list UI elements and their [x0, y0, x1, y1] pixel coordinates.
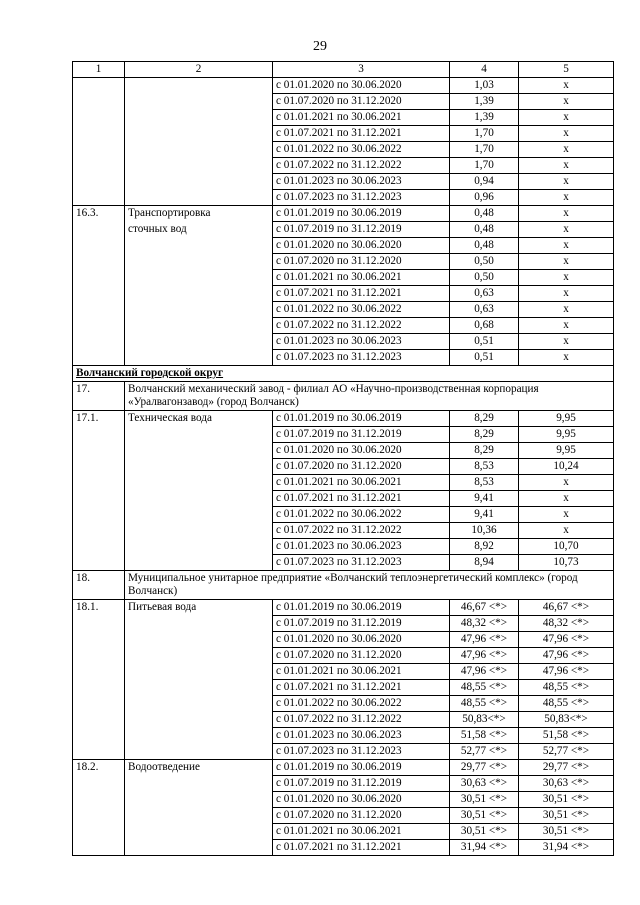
table-row — [73, 427, 614, 443]
tariff-col5-cell: 30,51 <*> — [519, 792, 614, 808]
service-name-cell — [125, 616, 273, 632]
item-number-cell: 18. — [73, 571, 125, 600]
period-cell: с 01.07.2020 по 31.12.2020 — [273, 648, 450, 664]
table-row — [73, 600, 614, 616]
period-cell: с 01.07.2019 по 31.12.2019 — [273, 776, 450, 792]
item-number-cell — [73, 664, 125, 680]
tariff-col5-cell: 10,70 — [519, 539, 614, 555]
service-name-cell — [125, 776, 273, 792]
period-cell: с 01.01.2020 по 30.06.2020 — [273, 632, 450, 648]
service-name-cell — [125, 443, 273, 459]
tariff-col5-cell: х — [519, 158, 614, 174]
tariff-col5-cell: х — [519, 206, 614, 222]
period-cell: с 01.07.2019 по 31.12.2019 — [273, 427, 450, 443]
service-name-cell — [125, 840, 273, 856]
period-cell: с 01.07.2023 по 31.12.2023 — [273, 555, 450, 571]
table-row — [73, 142, 614, 158]
period-cell: с 01.07.2022 по 31.12.2022 — [273, 523, 450, 539]
service-name-cell — [125, 94, 273, 110]
tariff-col5-cell: х — [519, 94, 614, 110]
period-cell: с 01.01.2022 по 30.06.2022 — [273, 696, 450, 712]
service-name-cell — [125, 507, 273, 523]
header-row — [73, 62, 614, 78]
tariff-col4-cell: 30,63 <*> — [450, 776, 519, 792]
tariff-col4-cell: 0,94 — [450, 174, 519, 190]
tariff-col4-cell: 1,03 — [450, 78, 519, 94]
table-row — [73, 776, 614, 792]
tariff-col4-cell: 1,39 — [450, 94, 519, 110]
period-cell: с 01.01.2021 по 30.06.2021 — [273, 110, 450, 126]
table-row — [73, 696, 614, 712]
period-cell: с 01.01.2020 по 30.06.2020 — [273, 443, 450, 459]
tariff-col5-cell: 48,32 <*> — [519, 616, 614, 632]
tariff-col5-cell: х — [519, 254, 614, 270]
service-name-cell — [125, 523, 273, 539]
period-cell: с 01.07.2023 по 31.12.2023 — [273, 744, 450, 760]
table-row — [73, 238, 614, 254]
service-name-cell — [125, 158, 273, 174]
item-number-cell — [73, 491, 125, 507]
table-row — [73, 475, 614, 491]
item-number-cell — [73, 142, 125, 158]
table-row — [73, 350, 614, 366]
period-cell: с 01.07.2022 по 31.12.2022 — [273, 318, 450, 334]
item-number-cell — [73, 427, 125, 443]
table-row — [73, 840, 614, 856]
item-number-cell — [73, 632, 125, 648]
period-cell: с 01.01.2023 по 30.06.2023 — [273, 728, 450, 744]
tariff-col5-cell: 9,95 — [519, 427, 614, 443]
period-cell: с 01.01.2020 по 30.06.2020 — [273, 238, 450, 254]
header-cell-3: 3 — [273, 62, 450, 78]
tariff-col4-cell: 30,51 <*> — [450, 808, 519, 824]
service-name-cell — [125, 318, 273, 334]
item-number-cell — [73, 270, 125, 286]
period-cell: с 01.07.2023 по 31.12.2023 — [273, 190, 450, 206]
period-cell: с 01.07.2021 по 31.12.2021 — [273, 126, 450, 142]
item-number-cell — [73, 174, 125, 190]
item-number-cell — [73, 254, 125, 270]
service-name-cell — [125, 648, 273, 664]
service-name-cell: Водоотведение — [125, 760, 273, 776]
table-row — [73, 254, 614, 270]
period-cell: с 01.07.2020 по 31.12.2020 — [273, 808, 450, 824]
item-number-cell — [73, 158, 125, 174]
tariff-col5-cell: 30,63 <*> — [519, 776, 614, 792]
tariff-col4-cell: 8,29 — [450, 427, 519, 443]
tariff-col4-cell: 1,70 — [450, 142, 519, 158]
tariff-col5-cell: 9,95 — [519, 443, 614, 459]
period-cell: с 01.01.2019 по 30.06.2019 — [273, 206, 450, 222]
item-number-cell — [73, 94, 125, 110]
tariff-col4-cell: 0,68 — [450, 318, 519, 334]
page-number: 29 — [313, 39, 327, 54]
service-name-cell — [125, 539, 273, 555]
tariff-col5-cell: х — [519, 286, 614, 302]
service-name-cell — [125, 696, 273, 712]
table-row — [73, 206, 614, 222]
period-cell: с 01.07.2023 по 31.12.2023 — [273, 350, 450, 366]
table-row — [73, 334, 614, 350]
tariff-col4-cell: 0,51 — [450, 334, 519, 350]
table-row — [73, 648, 614, 664]
service-name-cell — [125, 174, 273, 190]
service-name-cell — [125, 632, 273, 648]
tariff-col5-cell: 52,77 <*> — [519, 744, 614, 760]
tariff-col4-cell: 8,92 — [450, 539, 519, 555]
item-number-cell: 18.2. — [73, 760, 125, 776]
service-name-cell — [125, 792, 273, 808]
period-cell: с 01.07.2021 по 31.12.2021 — [273, 840, 450, 856]
table-row — [73, 286, 614, 302]
item-number-cell: 18.1. — [73, 600, 125, 616]
tariff-col4-cell: 30,51 <*> — [450, 792, 519, 808]
service-name-cell — [125, 680, 273, 696]
period-cell: с 01.01.2021 по 30.06.2021 — [273, 475, 450, 491]
period-cell: с 01.01.2023 по 30.06.2023 — [273, 539, 450, 555]
item-number-cell — [73, 126, 125, 142]
period-cell: с 01.07.2022 по 31.12.2022 — [273, 712, 450, 728]
header-cell-2: 2 — [125, 62, 273, 78]
table-row — [73, 302, 614, 318]
service-name-cell — [125, 254, 273, 270]
header-cell-5: 5 — [519, 62, 614, 78]
period-cell: с 01.07.2019 по 31.12.2019 — [273, 222, 450, 238]
tariff-col5-cell: 30,51 <*> — [519, 824, 614, 840]
period-cell: с 01.01.2022 по 30.06.2022 — [273, 507, 450, 523]
item-number-cell: 17.1. — [73, 411, 125, 427]
tariff-col5-cell: 46,67 <*> — [519, 600, 614, 616]
period-cell: с 01.01.2020 по 30.06.2020 — [273, 792, 450, 808]
period-cell: с 01.07.2020 по 31.12.2020 — [273, 254, 450, 270]
item-number-cell — [73, 680, 125, 696]
item-number-cell — [73, 459, 125, 475]
tariff-col5-cell: 50,83<*> — [519, 712, 614, 728]
tariff-col5-cell: х — [519, 142, 614, 158]
table-row — [73, 110, 614, 126]
organization-row — [73, 571, 614, 600]
table-row — [73, 491, 614, 507]
table-row — [73, 443, 614, 459]
service-name-cell — [125, 712, 273, 728]
service-name-cell: Транспортировка — [125, 206, 273, 222]
period-cell: с 01.01.2023 по 30.06.2023 — [273, 334, 450, 350]
item-number-cell — [73, 78, 125, 94]
table-row — [73, 94, 614, 110]
table-row — [73, 459, 614, 475]
section-row — [73, 366, 614, 382]
item-number-cell — [73, 523, 125, 539]
tariff-col5-cell: х — [519, 126, 614, 142]
tariff-col5-cell: х — [519, 78, 614, 94]
item-number-cell — [73, 616, 125, 632]
tariff-col5-cell: х — [519, 334, 614, 350]
item-number-cell — [73, 334, 125, 350]
table-row — [73, 616, 614, 632]
tariff-col4-cell: 0,48 — [450, 238, 519, 254]
header-cell-4: 4 — [450, 62, 519, 78]
service-name-cell — [125, 475, 273, 491]
service-name-cell — [125, 110, 273, 126]
service-name-cell — [125, 190, 273, 206]
service-name-cell — [125, 555, 273, 571]
tariff-col5-cell: х — [519, 302, 614, 318]
tariff-col4-cell: 31,94 <*> — [450, 840, 519, 856]
period-cell: с 01.07.2020 по 31.12.2020 — [273, 94, 450, 110]
tariff-col5-cell: х — [519, 222, 614, 238]
period-cell: с 01.01.2019 по 30.06.2019 — [273, 760, 450, 776]
tariff-col4-cell: 1,39 — [450, 110, 519, 126]
tariff-col5-cell: 48,55 <*> — [519, 680, 614, 696]
service-name-cell: Техническая вода — [125, 411, 273, 427]
tariff-col4-cell: 8,53 — [450, 475, 519, 491]
item-number-cell — [73, 744, 125, 760]
table-row — [73, 411, 614, 427]
table-row — [73, 507, 614, 523]
tariff-col5-cell: 10,73 — [519, 555, 614, 571]
section-title: Волчанский городской округ — [76, 367, 224, 379]
tariff-col4-cell: 0,48 — [450, 222, 519, 238]
tariff-col5-cell: 51,58 <*> — [519, 728, 614, 744]
item-number-cell — [73, 507, 125, 523]
service-name-cell — [125, 142, 273, 158]
tariff-col4-cell: 47,96 <*> — [450, 648, 519, 664]
item-number-cell — [73, 840, 125, 856]
tariff-col5-cell: х — [519, 507, 614, 523]
item-number-cell — [73, 443, 125, 459]
item-number-cell: 17. — [73, 382, 125, 411]
tariff-col4-cell: 30,51 <*> — [450, 824, 519, 840]
tariff-col4-cell: 10,36 — [450, 523, 519, 539]
period-cell: с 01.01.2021 по 30.06.2021 — [273, 664, 450, 680]
table-row — [73, 728, 614, 744]
item-number-cell — [73, 776, 125, 792]
table-row — [73, 174, 614, 190]
table-row — [73, 680, 614, 696]
table-row — [73, 539, 614, 555]
table-row — [73, 78, 614, 94]
service-name-cell — [125, 126, 273, 142]
tariff-col5-cell: х — [519, 491, 614, 507]
period-cell: с 01.01.2022 по 30.06.2022 — [273, 302, 450, 318]
item-number-cell — [73, 792, 125, 808]
tariff-col5-cell: 29,77 <*> — [519, 760, 614, 776]
tariff-col5-cell: х — [519, 190, 614, 206]
item-number-cell — [73, 318, 125, 334]
period-cell: с 01.01.2019 по 30.06.2019 — [273, 411, 450, 427]
service-name-cell — [125, 459, 273, 475]
tariff-col4-cell: 8,29 — [450, 443, 519, 459]
tariff-col4-cell: 48,55 <*> — [450, 696, 519, 712]
tariff-table-body — [73, 62, 614, 856]
tariff-col4-cell: 9,41 — [450, 491, 519, 507]
tariff-col4-cell: 47,96 <*> — [450, 632, 519, 648]
tariff-col4-cell: 48,32 <*> — [450, 616, 519, 632]
table-row — [73, 555, 614, 571]
tariff-col5-cell: 48,55 <*> — [519, 696, 614, 712]
tariff-col5-cell: 47,96 <*> — [519, 664, 614, 680]
item-number-cell — [73, 824, 125, 840]
item-number-cell — [73, 648, 125, 664]
item-number-cell — [73, 539, 125, 555]
tariff-col5-cell: х — [519, 318, 614, 334]
item-number-cell: 16.3. — [73, 206, 125, 222]
table-row — [73, 318, 614, 334]
table-row — [73, 824, 614, 840]
period-cell: с 01.07.2022 по 31.12.2022 — [273, 158, 450, 174]
tariff-col4-cell: 29,77 <*> — [450, 760, 519, 776]
service-name-cell — [125, 744, 273, 760]
period-cell: с 01.01.2022 по 30.06.2022 — [273, 142, 450, 158]
period-cell: с 01.01.2020 по 30.06.2020 — [273, 78, 450, 94]
tariff-col4-cell: 8,53 — [450, 459, 519, 475]
tariff-col5-cell: х — [519, 238, 614, 254]
tariff-col4-cell: 50,83<*> — [450, 712, 519, 728]
tariff-col5-cell: х — [519, 523, 614, 539]
table-row — [73, 190, 614, 206]
tariff-col4-cell: 0,63 — [450, 286, 519, 302]
tariff-col4-cell: 9,41 — [450, 507, 519, 523]
service-name-cell — [125, 286, 273, 302]
item-number-cell — [73, 696, 125, 712]
organization-name-cell: Муниципальное унитарное предприятие «Волчанский теплоэнергетический комплекс» (город Волчанск) — [125, 571, 614, 600]
tariff-col4-cell: 1,70 — [450, 126, 519, 142]
table-row — [73, 126, 614, 142]
period-cell: с 01.07.2021 по 31.12.2021 — [273, 286, 450, 302]
service-name-cell — [125, 302, 273, 318]
tariff-table — [72, 61, 614, 856]
tariff-col4-cell: 0,50 — [450, 254, 519, 270]
tariff-col4-cell: 0,96 — [450, 190, 519, 206]
organization-name-cell: Волчанский механический завод - филиал АО «Научно-производственная корпорация «Уралвагонзавод» (город Волчанск) — [125, 382, 614, 411]
service-name-cell — [125, 491, 273, 507]
table-row — [73, 523, 614, 539]
table-row — [73, 632, 614, 648]
service-name-cell — [125, 808, 273, 824]
period-cell: с 01.01.2023 по 30.06.2023 — [273, 174, 450, 190]
service-name-cell — [125, 427, 273, 443]
service-name-cell — [125, 664, 273, 680]
tariff-col4-cell: 0,63 — [450, 302, 519, 318]
tariff-col5-cell: 47,96 <*> — [519, 632, 614, 648]
table-row — [73, 270, 614, 286]
item-number-cell — [73, 808, 125, 824]
service-name-cell — [125, 350, 273, 366]
tariff-col4-cell: 0,48 — [450, 206, 519, 222]
table-row — [73, 792, 614, 808]
table-row — [73, 712, 614, 728]
tariff-col5-cell: х — [519, 174, 614, 190]
table-row — [73, 664, 614, 680]
service-name-cell — [125, 334, 273, 350]
item-number-cell — [73, 110, 125, 126]
item-number-cell — [73, 302, 125, 318]
tariff-col5-cell: х — [519, 110, 614, 126]
tariff-col5-cell: 10,24 — [519, 459, 614, 475]
tariff-col4-cell: 52,77 <*> — [450, 744, 519, 760]
organization-row — [73, 382, 614, 411]
tariff-col4-cell: 8,94 — [450, 555, 519, 571]
period-cell: с 01.01.2019 по 30.06.2019 — [273, 600, 450, 616]
tariff-col5-cell: 47,96 <*> — [519, 648, 614, 664]
tariff-col5-cell: х — [519, 475, 614, 491]
table-row — [73, 744, 614, 760]
table-row — [73, 760, 614, 776]
item-number-cell — [73, 350, 125, 366]
tariff-col5-cell: 9,95 — [519, 411, 614, 427]
item-number-cell — [73, 238, 125, 254]
period-cell: с 01.07.2021 по 31.12.2021 — [273, 680, 450, 696]
period-cell: с 01.01.2021 по 30.06.2021 — [273, 824, 450, 840]
tariff-col4-cell: 47,96 <*> — [450, 664, 519, 680]
tariff-col5-cell: х — [519, 270, 614, 286]
table-row — [73, 158, 614, 174]
item-number-cell — [73, 190, 125, 206]
tariff-col4-cell: 46,67 <*> — [450, 600, 519, 616]
service-name-cell — [125, 728, 273, 744]
item-number-cell — [73, 286, 125, 302]
item-number-cell — [73, 712, 125, 728]
item-number-cell — [73, 728, 125, 744]
table-row — [73, 222, 614, 238]
item-number-cell — [73, 475, 125, 491]
tariff-col4-cell: 51,58 <*> — [450, 728, 519, 744]
service-name-cell — [125, 78, 273, 94]
period-cell: с 01.07.2021 по 31.12.2021 — [273, 491, 450, 507]
service-name-cell — [125, 270, 273, 286]
tariff-col4-cell: 8,29 — [450, 411, 519, 427]
period-cell: с 01.01.2021 по 30.06.2021 — [273, 270, 450, 286]
section-title-cell — [73, 366, 614, 382]
period-cell: с 01.07.2019 по 31.12.2019 — [273, 616, 450, 632]
tariff-col5-cell: 31,94 <*> — [519, 840, 614, 856]
service-name-cell: сточных вод — [125, 222, 273, 238]
tariff-col4-cell: 48,55 <*> — [450, 680, 519, 696]
tariff-col4-cell: 0,50 — [450, 270, 519, 286]
tariff-col4-cell: 1,70 — [450, 158, 519, 174]
tariff-col5-cell: 30,51 <*> — [519, 808, 614, 824]
item-number-cell — [73, 555, 125, 571]
header-cell-1: 1 — [73, 62, 125, 78]
table-row — [73, 808, 614, 824]
item-number-cell — [73, 222, 125, 238]
period-cell: с 01.07.2020 по 31.12.2020 — [273, 459, 450, 475]
tariff-col4-cell: 0,51 — [450, 350, 519, 366]
service-name-cell — [125, 824, 273, 840]
service-name-cell: Питьевая вода — [125, 600, 273, 616]
tariff-col5-cell: х — [519, 350, 614, 366]
service-name-cell — [125, 238, 273, 254]
